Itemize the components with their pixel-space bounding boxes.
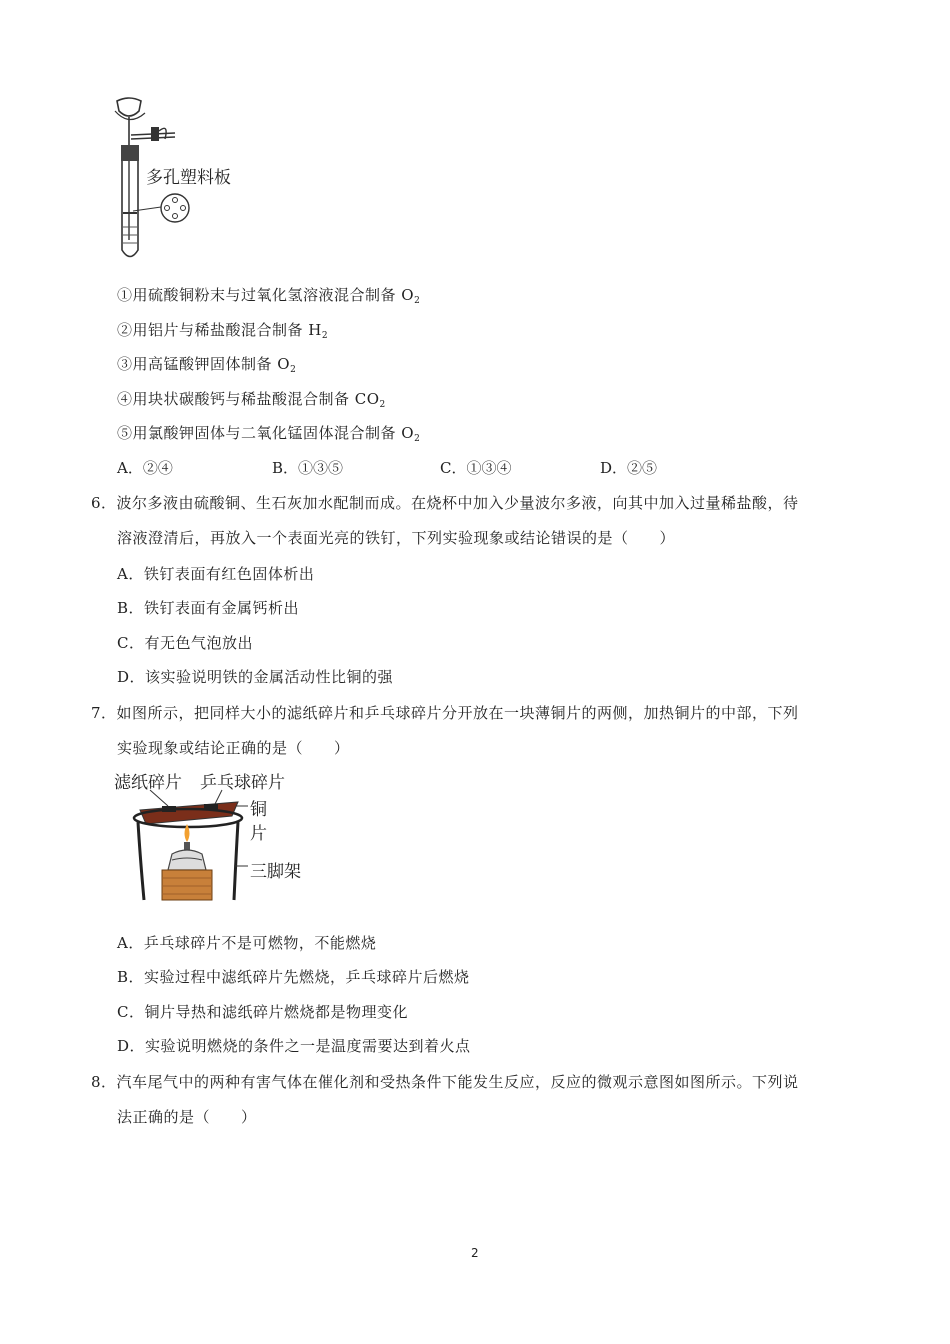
q7-stem-line2: 实验现象或结论正确的是（ ） (117, 739, 350, 757)
q7-option-d[interactable]: D．实验说明燃烧的条件之一是温度需要达到着火点 (117, 1037, 471, 1055)
q5-item-2: ②用铝片与稀盐酸混合制备 $H_2$ (117, 321, 329, 341)
q8-stem-line1: 8．汽车尾气中的两种有害气体在催化剂和受热条件下能发生反应，反应的微观示意图如图所示。下列说 (91, 1073, 799, 1091)
q6-option-a[interactable]: A．铁钉表面有红色固体析出 (117, 565, 315, 583)
q5-option-d[interactable]: D．②⑤ (600, 459, 658, 477)
q5-item-1: ①用硫酸铜粉末与过氧化氢溶液混合制备 $O_2$ (117, 286, 421, 306)
q6-option-d[interactable]: D．该实验说明铁的金属活动性比铜的强 (117, 668, 394, 686)
q6-option-b[interactable]: B．铁钉表面有金属钙析出 (117, 599, 300, 617)
copper-label-1: 铜 (250, 800, 267, 820)
q7-stem-line1: 7．如图所示，把同样大小的滤纸碎片和乒乓球碎片分开放在一块薄铜片的两侧，加热铜片的中部，下列 (91, 704, 799, 722)
pingpong-label: 乒乓球碎片 (200, 773, 285, 793)
q7-option-a[interactable]: A．乒乓球碎片不是可燃物，不能燃烧 (117, 934, 377, 952)
q6-stem-line2: 溶液澄清后，再放入一个表面光亮的铁钉，下列实验现象或结论错误的是（ ） (117, 529, 676, 547)
q7-option-b[interactable]: B．实验过程中滤纸碎片先燃烧，乒乓球碎片后燃烧 (117, 968, 470, 986)
q5-item-3: ③用高锰酸钾固体制备 $O_2$ (117, 355, 297, 375)
q6-stem-line1: 6．波尔多液由硫酸铜、生石灰加水配制而成。在烧杯中加入少量波尔多液，向其中加入过量稀盐酸，待 (91, 494, 799, 512)
page-number: 2 (471, 1246, 479, 1260)
tripod-label: 三脚架 (250, 862, 301, 882)
q6-option-c[interactable]: C．有无色气泡放出 (117, 634, 253, 652)
filter-paper-label: 滤纸碎片 (114, 773, 182, 793)
q7-option-c[interactable]: C．铜片导热和滤纸碎片燃烧都是物理变化 (117, 1003, 408, 1021)
q5-option-b[interactable]: B．①③⑤ (272, 459, 344, 477)
q5-item-5: ⑤用氯酸钾固体与二氧化锰固体混合制备 $O_2$ (117, 424, 421, 444)
plastic-plate-label: 多孔塑料板 (146, 168, 231, 188)
copper-label-2: 片 (250, 824, 267, 844)
q8-stem-line2: 法正确的是（ ） (117, 1108, 257, 1126)
q5-option-a[interactable]: A．②④ (117, 459, 173, 477)
q5-option-c[interactable]: C．①③④ (440, 459, 512, 477)
q5-item-4: ④用块状碳酸钙与稀盐酸混合制备 $CO_2$ (117, 390, 386, 410)
